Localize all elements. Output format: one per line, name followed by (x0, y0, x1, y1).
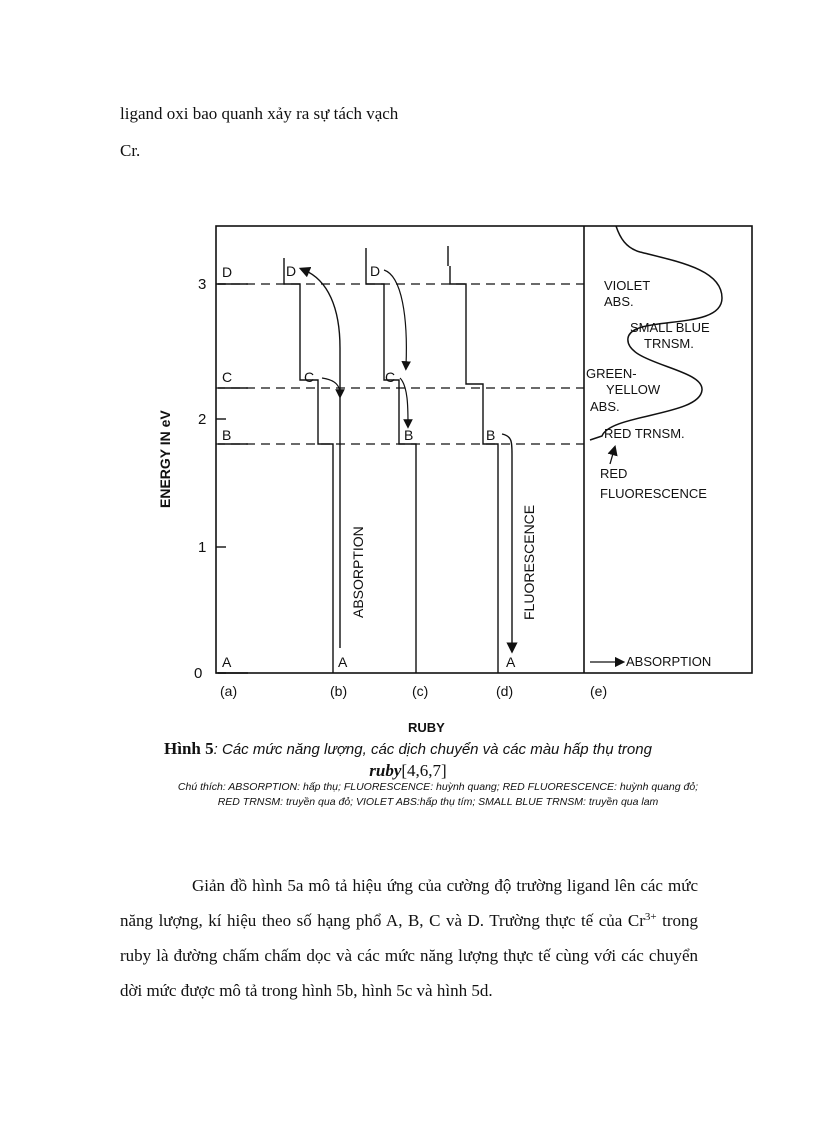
text-line-2: Cr. (120, 141, 141, 160)
violet-abs-label-2: ABS. (604, 294, 634, 309)
y-tick-2: 2 (198, 411, 207, 428)
caption-lead: Hình 5 (164, 739, 214, 758)
panel-label-e: (e) (590, 683, 608, 699)
caption-description: Các mức năng lượng, các dịch chuyển và các màu hấp thụ trong (217, 741, 652, 758)
caption-ruby: ruby (369, 760, 402, 780)
level-label-A-b: A (338, 654, 348, 670)
absorption-axis-label: ABSORPTION (626, 654, 712, 669)
red-fluorescence-label-1: RED (600, 466, 628, 481)
fluorescence-label: FLUORESCENCE (521, 504, 537, 620)
caption-refs: [4,6,7] (401, 760, 447, 780)
red-fluorescence-label-2: FLUORESCENCE (600, 486, 707, 501)
violet-abs-label-1: VIOLET (604, 278, 651, 293)
body-paragraph (120, 868, 698, 1008)
y-tick-0: 0 (194, 665, 203, 682)
dashed-level-lines (216, 284, 584, 444)
paragraph-part-2: trong ruby là đường chấm chấm dọc và các mức năng lượng thực tế cùng với các chuyển dời mức được mô tả trong hình 5b, hình 5c và hình 5d. (120, 911, 699, 1000)
caption-colon: : (213, 741, 218, 758)
green-yellow-label-3: ABS. (590, 399, 620, 414)
level-label-C-a: C (222, 369, 233, 385)
panel-d-staircase (448, 246, 498, 673)
panel-label-b: (b) (330, 683, 348, 699)
note-line-2: RED TRNSM: truyền qua đỏ; VIOLET ABS:hấp thụ tím; SMALL BLUE TRNSM: truyền qua lam (217, 796, 659, 809)
absorption-arrow (304, 270, 340, 648)
figure-note (120, 780, 756, 810)
fluorescence-arrow (502, 434, 512, 648)
panel-c-arrow-c (400, 378, 408, 424)
y-tick-1: 1 (198, 539, 207, 556)
panel-label-d: (d) (496, 683, 514, 699)
small-blue-label-2: TRNSM. (644, 336, 694, 351)
energy-level-diagram (150, 218, 770, 738)
panel-label-c: (c) (412, 683, 429, 699)
level-label-D-a: D (222, 264, 233, 280)
panel-label-a: (a) (220, 683, 238, 699)
level-label-D-b: D (286, 263, 297, 279)
level-label-B-d: B (486, 427, 496, 443)
green-yellow-label-1: GREEN- (586, 366, 637, 381)
green-yellow-label-2: YELLOW (606, 382, 661, 397)
absorption-arrow-c (322, 378, 340, 394)
panel-a-levels (218, 284, 248, 673)
level-label-B-a: B (222, 427, 232, 443)
y-axis-label: ENERGY IN eV (157, 410, 173, 508)
diagram-frame (216, 226, 752, 673)
level-label-A-a: A (222, 654, 232, 670)
level-label-C-c: C (385, 369, 396, 385)
y-tick-3: 3 (198, 276, 207, 293)
small-blue-label-1: SMALL BLUE (630, 320, 710, 335)
y-axis (216, 284, 226, 673)
paragraph-part-1: Giản đồ hình 5a mô tả hiệu ứng của cường độ trường ligand lên các mức năng lượng, kí hiệu theo số hạng phổ A, B, C và D. Trường thực tế của Cr (120, 876, 698, 930)
absorption-label: ABSORPTION (350, 526, 366, 618)
panel-b-staircase (284, 258, 333, 673)
level-label-C-b: C (304, 369, 315, 385)
red-fluorescence-arrow (610, 450, 614, 464)
text-line-1: ligand oxi bao quanh xảy ra sự tách vạch (120, 104, 399, 123)
level-label-D-c: D (370, 263, 381, 279)
figure-caption (100, 738, 716, 781)
x-axis-label: RUBY (408, 720, 445, 735)
panel-c-staircase (366, 248, 416, 673)
superscript-charge: 3+ (644, 911, 657, 923)
level-label-A-d: A (506, 654, 516, 670)
note-line-1: Chú thích: ABSORPTION: hấp thụ; FLUORESCENCE: huỳnh quang; RED FLUORESCENCE: huỳnh quang đỏ; (177, 781, 699, 793)
red-trnsm-label: RED TRNSM. (604, 426, 685, 441)
level-label-B-c: B (404, 427, 414, 443)
